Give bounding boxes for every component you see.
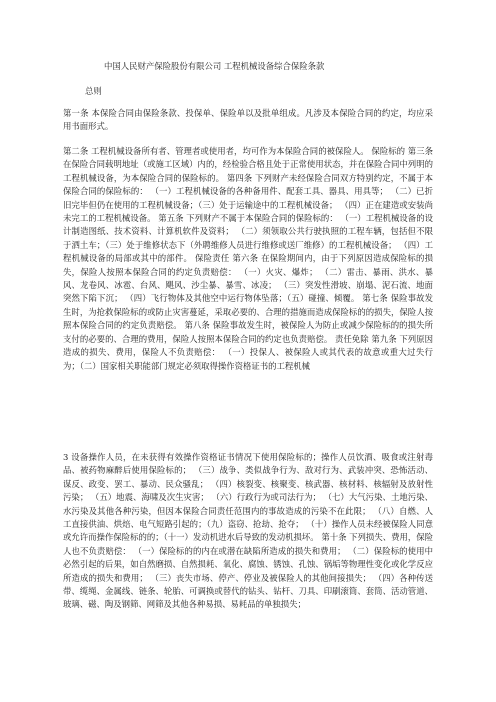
paragraph-articles-2-9: 第二条 工程机械设备所有者、管理者或使用者，均可作为本保险合同的被保险人。 保险标的 第三条 在保险合同载明地址（或施工区域）内的，经检验合格且处于正常使用状态，并在保险合同中列明的工程机械设备，为本保险合同的保险标的。 第四条 下列财产未经保险合同双方特别约定，不属于本保险合同的保险标的： （一）工程机械设备的各种备用件、配套工具、器具、用具等； （二）已折旧完毕但仍在使用的工程机械设备；（三）处于运输途中的工程机械设备； （四）正在建造或安装尚未完工的工程机械设备。 第五条 下列财产不属于本保险合同的保险标的： （一）工程机械设备的设计制造图纸、技术资料、计算机软件及资料； （二）须领取公共行驶执照的工程车辆，包括但不限于洒土车；（三）处于维修状态下（外聘维修人员进行维修或送厂维修）的工程机械设备； （四）工程机械设备的局部或其中的部件。 保险责任 第六条 在保险期间内，由于下列原因造成保险标的损失，保险人按照本保险合同的约定负责赔偿： （一）火灾、爆炸； （二）雷击、暴雨、洪水、暴风、龙卷风、冰雹、台风、飓风、沙尘暴、暴雪、冰凌； （三）突发性滑坡、崩塌、泥石流、地面突然下陷下沉； （四）飞行物体及其他空中运行物体坠落；（五）碰撞、倾覆。 第七条 保险事故发生时，为抢救保险标的或防止灾害蔓延，采取必要的、合理的措施而造成保险标的的损失，保险人按照本保险合同的约定负责赔偿。 第八条 保险事故发生时，被保险人为防止或减少保险标的的损失所支付的必要的、合理的费用，保险人按照本保险合同的约定也负责赔偿。 责任免除 第九条 下列原因造成的损失、费用，保险人不负责赔偿： （一）投保人、被保险人或其代表的故意或重大过失行为；（二）国家相关职能部门规定必须取得操作资格证书的工程机械 [63,146,433,371]
paragraph-article-1: 第一条 本保险合同由保险条款、投保单、保险单以及批单组成。凡涉及本保险合同的约定，均应采用书面形式。 [63,108,433,132]
section-heading-general: 总则 [85,86,102,96]
document-title: 中国人民财产保险股份有限公司 工程机械设备综合保险条款 [104,61,325,71]
paragraph-articles-9-10: 3 设备操作人员，在未获得有效操作资格证书情况下使用保险标的；操作人员饮酒、吸食或注射毒品、被药物麻醉后使用保险标的； （三）战争、类似战争行为、敌对行为、武装冲突、恐怖活动、谋反、政变、罢工、暴动、民众骚乱； （四）核裂变、核聚变、核武器、核材料、核辐射及放射性污染； （五）地震、海啸及次生灾害； （六）行政行为或司法行为； （七）大气污染、土地污染、水污染及其他各种污染，但因本保险合同责任范围内的事故造成的污染不在此限； （八）自燃、人工直接供油、烘焙、电气短路引起的；（九）盗窃、抢劫、抢夺； （十）操作人员未经被保险人同意或允许而操作保险标的的；（十一）发动机进水后导致的发动机损坏。 第十条 下列损失、费用，保险人也不负责赔偿： （一）保险标的的内在或潜在缺陷所造成的损失和费用； （二）保险标的使用中必然引起的后果，如自然磨损、自然损耗、氧化、腐蚀、锈蚀、孔蚀、锅垢等物理性变化或化学反应所造成的损失和费用； （三）丧失市场、停产、停业及被保险人的其他间接损失； （四）各种传送带、缆绳、金属线、链条、轮胎、可调换或替代的钻头、钻杆、刀具、印刷滚筒、套筒、活动管道、玻璃、磁、陶及钢筛、网筛及其他各种易损、易耗品的单独损失； [63,452,433,610]
